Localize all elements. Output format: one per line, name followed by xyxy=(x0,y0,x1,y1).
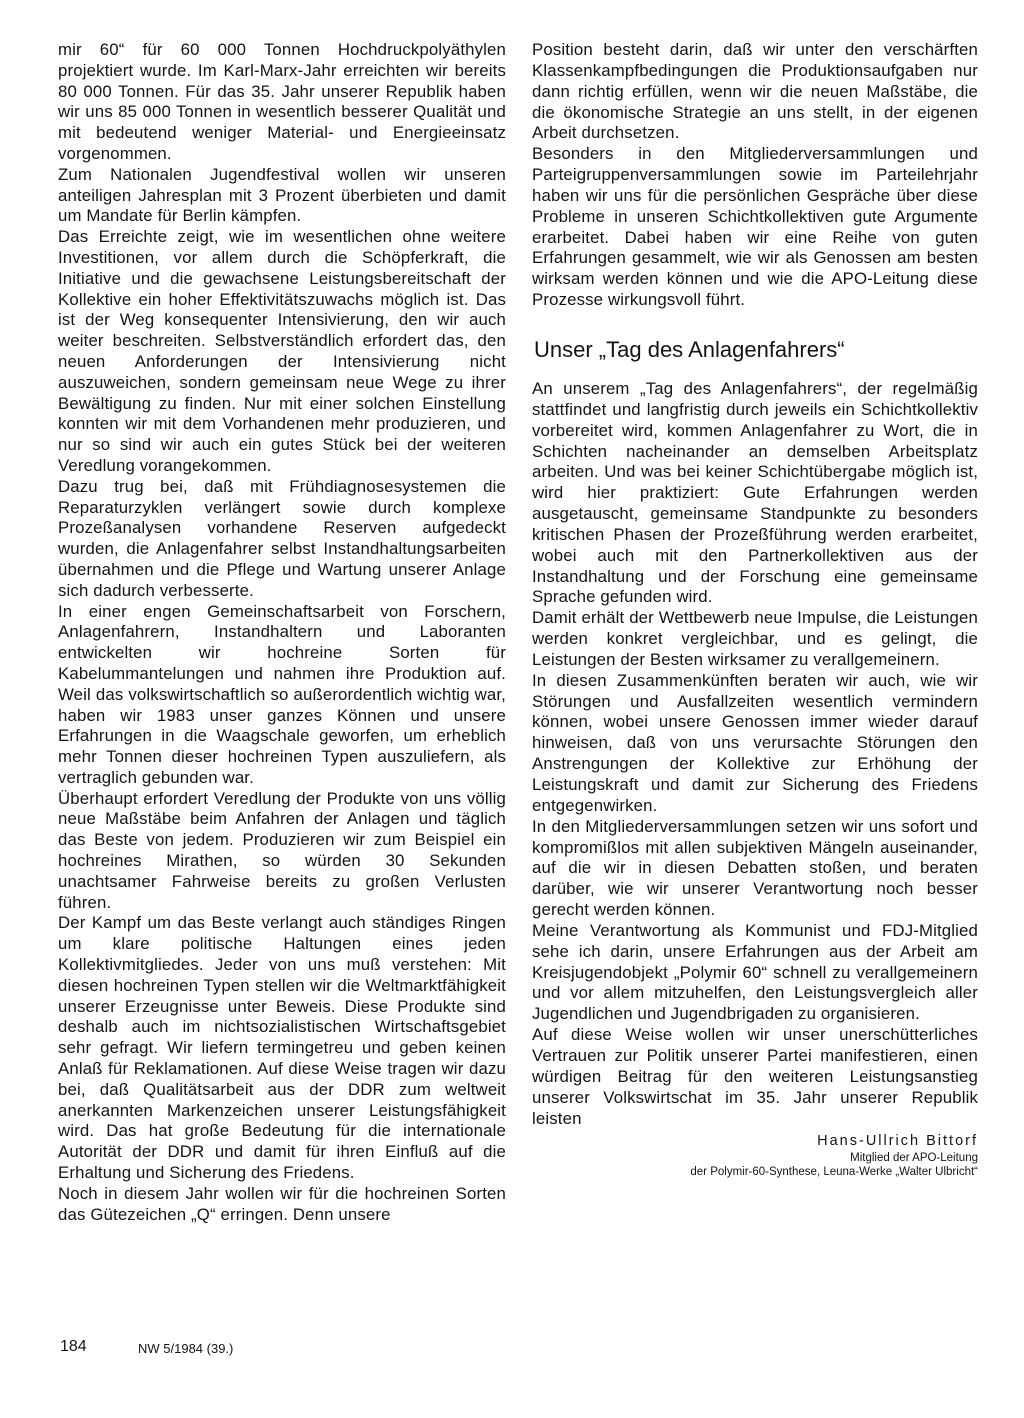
author-name: Hans-Ullrich Bittorf xyxy=(817,1133,978,1150)
author-affiliation: der Polymir-60-Synthese, Leuna-Werke „Walter Ulbricht“ xyxy=(690,1166,978,1179)
paragraph: Noch in diesem Jahr wollen wir für die hochreinen Sorten das Gütezeichen „Q“ erringen. Denn unsere xyxy=(58,1183,506,1224)
paragraph: mir 60“ für 60 000 Tonnen Hochdruckpolyäthylen projektiert wurde. Im Karl-Marx-Jahr erreichten wir bereits 80 000 Tonnen. Für das 35. Jahr unserer Republik haben wir uns 85 000 Tonnen in wesentlich besserer Qualität und mit bedeutend weniger Material- und Energieeinsatz vorgenommen. xyxy=(58,40,506,163)
paragraph: Der Kampf um das Beste verlangt auch ständiges Ringen um klare politische Haltungen eines jeden Kollektivmitgliedes. Jeder von uns muß verstehen: Mit diesen hochreinen Typen stellen wir die Weltmarktfähigkeit unserer Erzeugnisse unter Beweis. Diese Produkte sind deshalb auch im nichtsozialistischen Wirtschaftsgebiet sehr gefragt. Wir liefern termingetreu und geben keinen Anlaß für Reklamationen. Auf diese Weise tragen wir dazu bei, daß Qualitätsarbeit aus der DDR zum weltweit anerkannten Markenzeichen unserer Leistungsfähigkeit wird. Das hat große Bedeutung für die internationale Autorität der DDR und damit für ihren Einfluß auf die Erhaltung und Sicherung des Friedens. xyxy=(58,913,506,1183)
paragraph: In den Mitgliederversammlungen setzen wir uns sofort und kompromißlos mit allen subjektiven Mängeln auseinander, auf die wir in diesen Debatten stoßen, und beraten darüber, wie wir unserer Verantwortung noch besser gerecht werden können. xyxy=(532,816,978,920)
paragraph: Zum Nationalen Jugendfestival wollen wir unseren anteiligen Jahresplan mit 3 Prozent überbieten und damit um Mandate für Berlin kämpfen. xyxy=(58,164,506,226)
author-role: Mitglied der APO-Leitung xyxy=(850,1152,978,1165)
page-number: 184 xyxy=(60,1338,87,1355)
issue-label: NW 5/1984 (39.) xyxy=(138,1341,234,1356)
paragraph: Damit erhält der Wettbewerb neue Impulse, die Leistungen werden konkret vergleichbar, und es gelingt, die Leistungen der Besten wirksamer zu verallgemeinern. xyxy=(532,608,978,669)
paragraph: Das Erreichte zeigt, wie im wesentlichen ohne weitere Investitionen, vor allem durch die Schöpferkraft, die Initiative und die gewachsene Leistungsbereitschaft der Kollektive ein hoher Effektivitätszuwachs möglich ist. Das ist der Weg konsequenter Intensivierung, den wir auch weiter beschreiten. Selbstverständlich erfordert das, den neuen Anforderungen der Intensivierung nicht auszuweichen, sondern gemeinsam neue Wege zu ihrer Bewältigung zu finden. Nur mit einer solchen Einstellung konnten wir mit dem Vorhandenen mehr produzieren, und nur so sind wir auch ein gutes Stück bei der weiteren Veredlung vorangekommen. xyxy=(58,227,506,475)
paragraph: In einer engen Gemeinschaftsarbeit von Forschern, Anlagenfahrern, Instandhaltern und Laboranten entwickelten wir hochreine Sorten für Kabelummantelungen und nahmen ihre Produktion auf. Weil das volkswirtschaftlich so außerordentlich wichtig war, haben wir 1983 unser ganzes Können und unsere Erfahrungen in die Waagschale geworfen, um erheblich mehr Tonnen dieser hochreinen Typen auszuliefern, als vertraglich gebunden war. xyxy=(58,601,506,787)
section-heading: Unser „Tag des Anlagenfahrers“ xyxy=(534,336,845,362)
right-column xyxy=(532,40,978,1179)
paragraph: Position besteht darin, daß wir unter den verschärften Klassenkampfbedingungen die Produktionsaufgaben nur dann richtig erfüllen, wenn wir die neuen Maßstäbe, die die ökonomische Strategie an uns stellt, in der eigenen Arbeit durchsetzen. xyxy=(532,40,978,143)
paragraph: An unserem „Tag des Anlagenfahrers“, der regelmäßig stattfindet und langfristig durch jeweils ein Schichtkollektiv vorbereitet wird, kommen Anlagenfahrer zu Wort, die in Schichten nacheinander an demselben Arbeitsplatz arbeiten. Und was bei keiner Schichtübergabe möglich ist, wird hier praktiziert: Gute Erfahrungen werden ausgetauscht, gemeinsame Standpunkte zu besonders kritischen Phasen der Prozeßführung werden erarbeitet, wobei auch mit den Partnerkollektiven aus der Instandhaltung und der Forschung eine gemeinsame Sprache gefunden wird. xyxy=(532,378,978,607)
left-column xyxy=(58,40,506,1225)
paragraph: Besonders in den Mitgliederversammlungen und Parteigruppenversammlungen sowie im Parteilehrjahr haben wir uns für die persönlichen Gespräche über diese Probleme in unseren Schichtkollektiven gute Argumente erarbeitet. Dabei haben wir eine Reihe von guten Erfahrungen gesammelt, wie wir als Genossen am besten wirksam werden können und wie die APO-Leitung diese Prozesse wirkungsvoll führt. xyxy=(532,144,978,310)
paragraph: Überhaupt erfordert Veredlung der Produkte von uns völlig neue Maßstäbe beim Anfahren der Anlagen und täglich das Beste von jedem. Produzieren wir zum Beispiel ein hochreines Mirathen, so würden 30 Sekunden unachtsamer Fahrweise bereits zu großen Verlusten führen. xyxy=(58,788,506,912)
paragraph: Auf diese Weise wollen wir unser unerschütterliches Vertrauen zur Politik unserer Partei manifestieren, einen würdigen Beitrag für den weiteren Leistungsanstieg unserer Volkswirtschat im 35. Jahr unserer Republik leisten xyxy=(532,1025,978,1128)
paragraph: Dazu trug bei, daß mit Frühdiagnosesystemen die Reparaturzyklen verlängert sowie durch komplexe Prozeßanalysen vorhandene Reserven aufgedeckt wurden, die Anlagenfahrer selbst Instandhaltungsarbeiten übernahmen und die Pflege und Wartung unserer Anlage sich dadurch verbesserte. xyxy=(58,476,506,600)
paragraph: In diesen Zusammenkünften beraten wir auch, wie wir Störungen und Ausfallzeiten wesentlich vermindern können, wobei unsere Genossen immer wieder darauf hinweisen, daß von uns verursachte Störungen den Anstrengungen der Kollektive zur Erhöhung der Leistungskraft und damit zur Sicherung des Friedens entgegenwirken. xyxy=(532,670,978,815)
paragraph: Meine Verantwortung als Kommunist und FDJ-Mitglied sehe ich darin, unsere Erfahrungen aus der Arbeit am Kreisjugendobjekt „Polymir 60“ schnell zu verallgemeinern und vor allem mitzuhelfen, den Leistungsvergleich aller Jugendlichen und Jugendbrigaden zu organisieren. xyxy=(532,920,978,1024)
